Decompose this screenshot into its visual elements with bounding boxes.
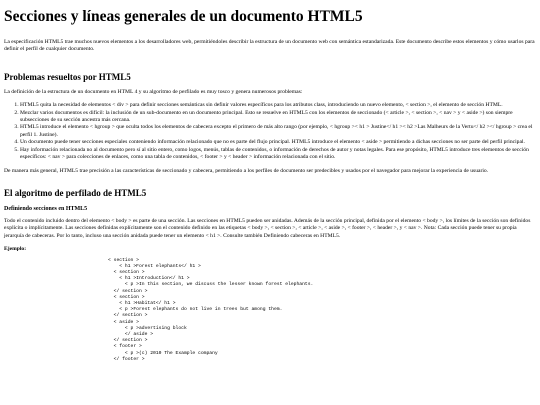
problems-list	[4, 102, 536, 161]
list-item: 3. HTML5 introduce el elemento < hgroup > que oculta todos los elementos de cabecera excepto el primero de más alto rango (por ejemplo, < hgroup >< h1 > Justine</ h1 >< h2 >Las Malheurs de la Vertu</ h2 ></ hgroup > crea el perfil 1. Justine).	[20, 124, 536, 139]
list-item: 4. Un documento puede tener secciones especiales conteniendo información relacionado que no es parte del flujo principal. HTML5 introduce el elemento < aside > permitiendo a dichas secciones no ser parte del perfil principal.	[20, 139, 536, 146]
section-heading-problems: Problemas resueltos por HTML5	[4, 71, 131, 82]
subheading-defining-sections: Definiendo secciones en HTML5	[4, 205, 88, 212]
problems-closing-paragraph: De manera más general, HTML5 trae precisión a las características de seccionado y cabecera, permitiendo a los perfiles de documento ser predecibles y usados por el navegador para mejorar la experiencia de usuario.	[4, 168, 489, 175]
list-item: 1. HTML5 quita la necesidad de elementos < div > para definir secciones semánticas sin definir valores específicos para los atributos class, introduciendo un nuevo elemento, < section >, el elemento de sección HTML.	[20, 102, 536, 109]
section-heading-algorithm: El algoritmo de perfilado de HTML5	[4, 187, 147, 198]
defining-sections-paragraph: Todo el contenido incluido dentro del elemento < body > es parte de una sección. Las secciones en HTML5 pueden ser anidadas. Además de la sección principal, definida por el elemento < body >, los límites de la sección son definidos explícita o implícitamente. Las secciones definidas explícitamente son el contenido definido en las etiquetas < body >, < section >, < article >, < aside >, < footer >, < header >, y < nav >. Nota: Cada sección puede tener su propia jerarquía de cabeceras. Por lo tanto, incluso una sección anidada puede tener un elemento < h1 >. Consulte también Definiendo cabeceras en HTML5.	[4, 217, 531, 239]
intro-paragraph: La especificación HTML5 trae muchos nuevos elementos a los desarrolladores web, permitiéndoles describir la estructura de un documento web con semántica estandarizada. Este documento describe estos elementos y cómo usarlos para definir el perfil de cualquier documento.	[4, 39, 535, 53]
list-item: 2. Mezclar varios documentos es difícil: la inclusión de un sub-documento en un documento principal. Esto se resuelve en HTML5 con los elementos de seccionado (< article >, < section >, < nav > y < aside >) son siempre subsecciones de su sección ancestra más cercana.	[20, 110, 536, 125]
code-example: < section > < h1 >Forest elephants</ h1 > < section > < h1 >Introduction</ h1 > < p >In this section, we discuss the lesser known forest elephants. </ section > < section > < h1 >Habitat</ h1 > < p >Forest elephants do not live in trees but among them. </ section > < aside > < p >advertising block </ aside > </ section > < footer > < p >(c) 2010 The Example company </ footer >	[108, 257, 314, 362]
problems-lead-paragraph: La definición de la estructura de un documento en HTML 4 y su algoritmo de perfilado es muy tosco y genera numerosos problemas:	[4, 88, 303, 95]
page-title: Secciones y líneas generales de un documento HTML5	[4, 8, 363, 25]
example-label: Ejemplo:	[4, 246, 27, 253]
list-item: 5. Hay información relacionada no al documento pero sí al sitio entero, como logos, menús, tablas de contenidos, o información de derechos de autor y notas legales. Para ese propósito, HTML5 introduce tres elementos de sección específicos: < nav > para colecciones de enlaces, como una tabla de contenidos, < footer > y < header > información relacionada con el sitio.	[20, 147, 536, 162]
